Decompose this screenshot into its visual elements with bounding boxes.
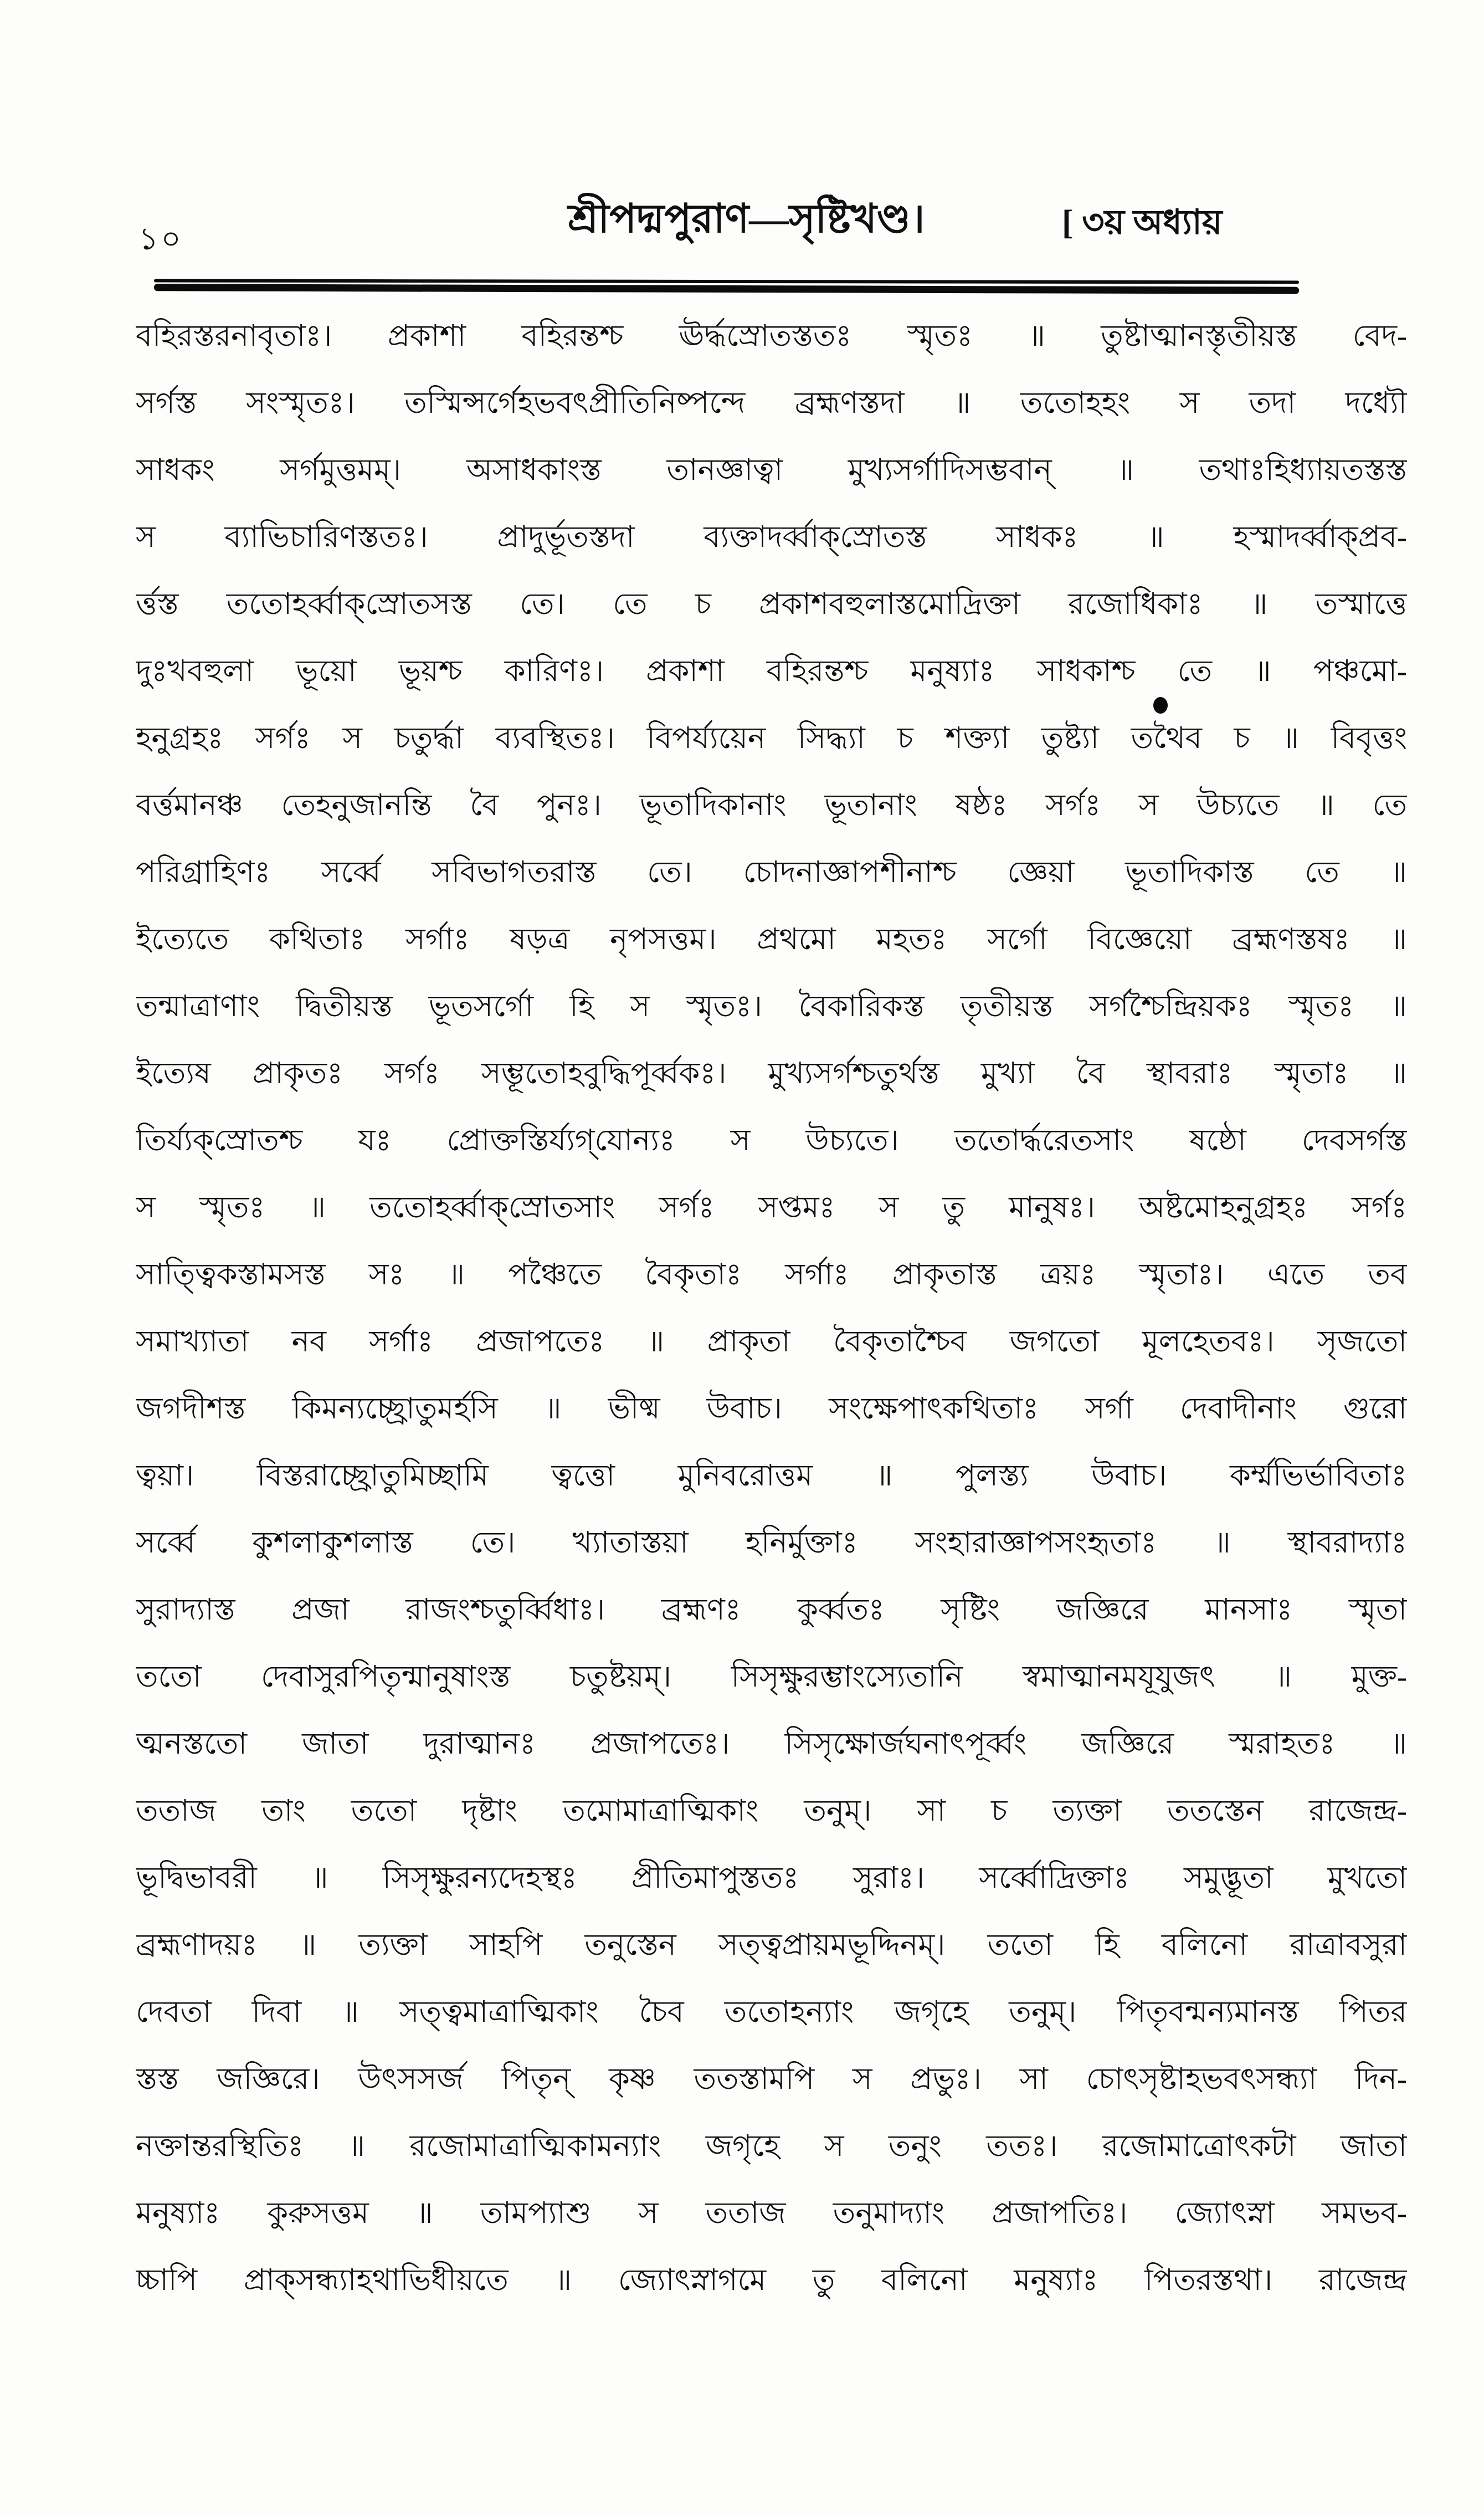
header-rule-thin-line (154, 279, 1299, 284)
text-line: র্ত্তস্ত ততোহর্ব্বাক্‌স্রোতসস্ত তে। তে চ প্রকাশবহুলাস্তমোদ্রিক্তা রজোধিকাঃ ॥ তস্মাত্তে (136, 587, 1407, 621)
text-line: সর্গস্ত সংস্মৃতঃ। তস্মিন্সর্গেহভবৎপ্রীতিনিষ্পন্দে ব্রহ্মণস্তদা ॥ ততোহহং স তদা দধ্যৌ (136, 386, 1407, 419)
text-line: বহিরস্তরনাবৃতাঃ। প্রকাশা বহিরন্তশ্চ ঊর্দ্ধস্রোতস্ততঃ স্মৃতঃ ॥ তুষ্টাত্মানস্তৃতীয়স্ত বেদ- (136, 319, 1407, 352)
text-line: তন্মাত্রাণাং দ্বিতীয়স্ত ভূতসর্গো হি স স্মৃতঃ। বৈকারিকস্ত তৃতীয়স্ত সর্গশ্চৈন্দ্রিয়কঃ স্মৃতঃ ॥ (136, 990, 1407, 1023)
text-line: স্তস্ত জজ্ঞিরে। উৎসসর্জ পিতৃন্‌ কৃষ্ণ ততস্তামপি স প্রভুঃ। সা চোৎসৃষ্টাহভবৎসন্ধ্যা দিন- (136, 2062, 1407, 2095)
text-line: স স্মৃতঃ ॥ ততোহর্ব্বাক্‌স্রোতসাং সর্গঃ সপ্তমঃ স তু মানুষঃ। অষ্টমোহনুগ্রহঃ সর্গঃ (136, 1191, 1407, 1224)
text-line: হনুগ্রহঃ সর্গঃ স চতুর্দ্ধা ব্যবস্থিতঃ। বিপর্য্যয়েন সিদ্ধ্যা চ শক্ত্যা তুষ্ট্যা তথৈব চ ॥ বিবৃত্তং (136, 721, 1407, 755)
page-header (136, 188, 1407, 283)
ink-spot (1153, 697, 1168, 714)
text-line: ইত্যেষ প্রাকৃতঃ সর্গঃ সম্ভূতোহবুদ্ধিপূর্ব্বকঃ। মুখ্যসর্গশ্চতুর্থস্ত মুখ্যা বৈ স্থাবরাঃ স্মৃতাঃ ॥ (136, 1057, 1407, 1090)
text-line: মনুষ্যাঃ কুরুসত্তম ॥ তামপ্যাশু স ততাজ তনুমাদ্যাং প্রজাপতিঃ। জ্যোৎস্না সমভব- (136, 2196, 1407, 2230)
text-line: জগদীশস্ত কিমন্যচ্ছ্রোতুমর্হসি ॥ ভীষ্ম উবাচ। সংক্ষেপাৎকথিতাঃ সর্গা দেবাদীনাং গুরো (136, 1392, 1407, 1425)
text-line: ব্রহ্মণাদয়ঃ ॥ ত্যক্তা সাহপি তনুস্তেন সত্ত্বপ্রায়মভূদ্দিনম্‌। ততো হি বলিনো রাত্রাবসুরা (136, 1928, 1407, 1961)
text-line: তির্য্যক্‌স্রোতশ্চ যঃ প্রোক্তস্তির্য্যগ্‌যোন্যঃ স উচ্যতে। ততোর্দ্ধরেতসাং ষষ্ঠো দেবসর্গস্ত (136, 1124, 1407, 1157)
page-title: শ্রীপদ্মপুরাণ—সৃষ্টিখণ্ড। (568, 197, 925, 241)
text-line: সাত্ত্বিকস্তামসস্ত সঃ ॥ পঞ্চৈতে বৈকৃতাঃ সর্গাঃ প্রাকৃতাস্ত ত্রয়ঃ স্মৃতাঃ। এতে তব (136, 1258, 1407, 1291)
text-line: পরিগ্রাহিণঃ সর্ব্বে সবিভাগতরাস্ত তে। চোদনাজ্ঞাপশীনাশ্চ জ্ঞেয়া ভূতাদিকাস্ত তে ॥ (136, 855, 1407, 889)
text-line: ততো দেবাসুরপিতৃন্মানুষাংস্ত চতুষ্টয়ম্‌। সিসৃক্ষুরম্ভাংস্যেতানি স্বমাত্মানমযূযুজৎ ॥ মুক্ত- (136, 1660, 1407, 1693)
text-line: ত্বয়া। বিস্তরাচ্ছ্রোতুমিচ্ছামি ত্বত্তো মুনিবরোত্তম ॥ পুলস্ত্য উবাচ। কর্ম্মভির্ভাবিতাঃ (136, 1459, 1407, 1492)
header-rule (154, 280, 1299, 293)
text-line: ত্মনস্ততো জাতা দুরাত্মানঃ প্রজাপতেঃ। সিসৃক্ষোর্জঘনাৎপূর্ব্বং জজ্ঞিরে স্মরাহতঃ ॥ (136, 1727, 1407, 1760)
text-line: চ্চাপি প্রাক্‌সন্ধ্যাহথাভিধীয়তে ॥ জ্যোৎস্নাগমে তু বলিনো মনুষ্যাঃ পিতরস্তথা। রাজেন্দ্র (136, 2263, 1407, 2297)
text-line: দেবতা দিবা ॥ সত্ত্বমাত্রাত্মিকাং চৈব ততোহন্যাং জগৃহে তনুম্‌। পিতৃবন্মন্যমানস্ত পিতর (136, 1995, 1407, 2028)
text-line: দুঃখবহুলা ভূয়ো ভূয়শ্চ কারিণঃ। প্রকাশা বহিরন্তশ্চ মনুষ্যাঃ সাধকাশ্চ তে ॥ পঞ্চমো- (136, 654, 1407, 688)
header-rule-thick-line (154, 284, 1299, 294)
text-line: ততাজ তাং ততো দৃষ্টাং তমোমাত্রাত্মিকাং তনুম্‌। সা চ ত্যক্তা ততস্তেন রাজেন্দ্র- (136, 1794, 1407, 1827)
page-number: ১০ (138, 222, 183, 257)
text-line: সর্ব্বে কুশলাকুশলাস্ত তে। খ্যাতাস্তয়া হনির্মুক্তাঃ সংহারাজ্ঞাপসংহৃতাঃ ॥ স্থাবরাদ্যাঃ (136, 1526, 1407, 1559)
text-line: সাধকং সর্গমুত্তমম্‌। অসাধকাংস্ত তানজ্ঞাত্বা মুখ্যসর্গাদিসম্ভবান্‌ ॥ তথাঃহিধ্যায়তস্তস্ত (136, 453, 1407, 486)
text-line: বর্ত্তমানঞ্চ তেহনুজানন্তি বৈ পুনঃ। ভূতাদিকানাং ভূতানাং ষষ্ঠঃ সর্গঃ স উচ্যতে ॥ তে (136, 788, 1407, 822)
text-line: নক্তান্তরস্থিতিঃ ॥ রজোমাত্রাত্মিকামন্যাং জগৃহে স তনুং ততঃ। রজোমাত্রোৎকটা জাতা (136, 2129, 1407, 2163)
text-line: সুরাদ্যাস্ত প্রজা রাজংশ্চতুর্ব্বিধাঃ। ব্রহ্মণঃ কুর্ব্বতঃ সৃষ্টিং জজ্ঞিরে মানসাঃ স্মৃতা (136, 1593, 1407, 1626)
body-text (136, 303, 1407, 2314)
chapter-label: [ ৩য় অধ্যায় (1062, 204, 1223, 242)
text-line: স ব্যাভিচারিণস্ততঃ। প্রাদুর্ভূতস্তদা ব্যক্তাদর্ব্বাক্‌স্রোতস্ত সাধকঃ ॥ হস্মাদর্ব্বাক্‌প্রব- (136, 520, 1407, 554)
text-line: সমাখ্যাতা নব সর্গাঃ প্রজাপতেঃ ॥ প্রাকৃতা বৈকৃতাশ্চৈব জগতো মূলহেতবঃ। সৃজতো (136, 1325, 1407, 1358)
text-line: ভূদ্বিভাবরী ॥ সিসৃক্ষুরন্যদেহস্থঃ প্রীতিমাপুস্ততঃ সুরাঃ। সর্ব্বোদ্রিক্তাঃ সমুদ্ভূতা মুখতো (136, 1861, 1407, 1894)
text-line: ইত্যেতে কথিতাঃ সর্গাঃ ষড়ত্র নৃপসত্তম। প্রথমো মহতঃ সর্গো বিজ্ঞেয়ো ব্রহ্মণস্তষঃ ॥ (136, 923, 1407, 956)
